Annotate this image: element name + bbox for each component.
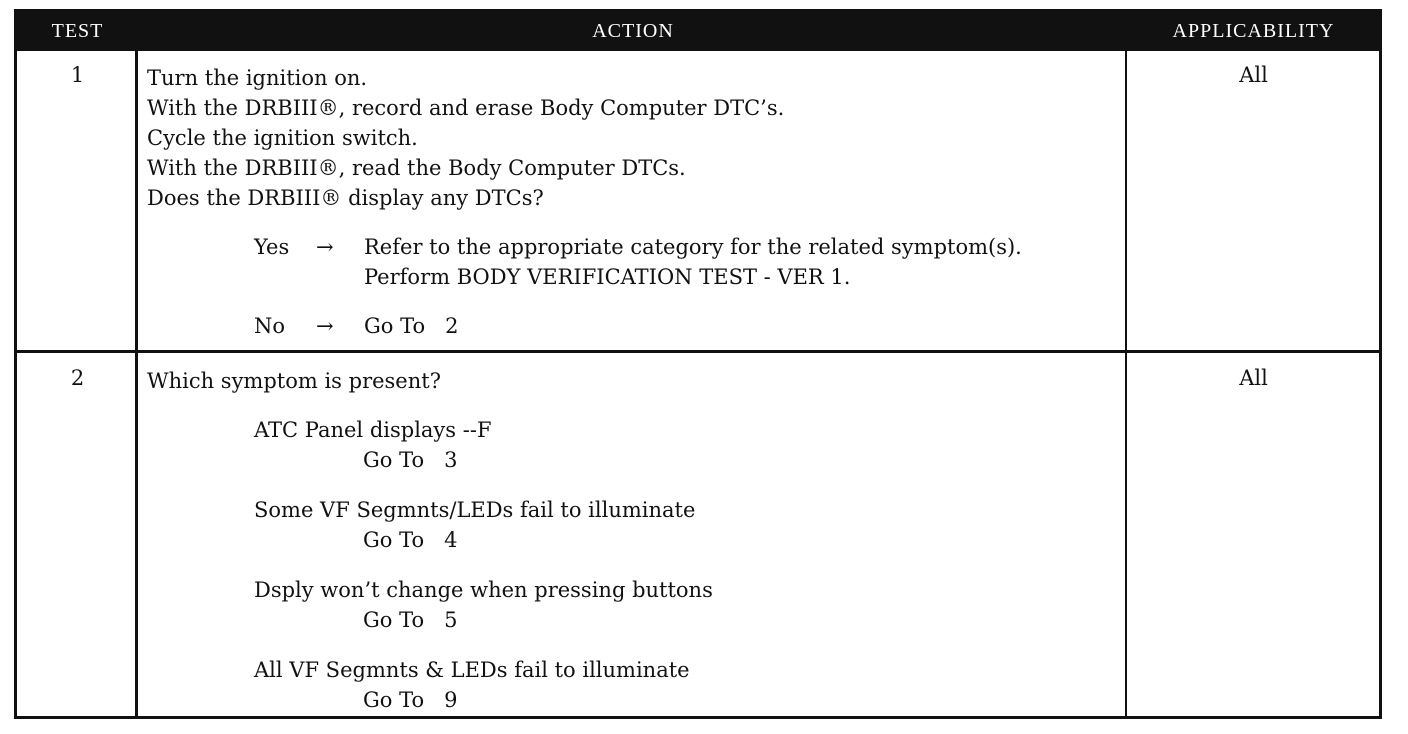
- answer-no-label: No: [254, 314, 286, 338]
- answer-yes-label: Yes: [254, 235, 290, 259]
- right-arrow-icon: →: [316, 314, 334, 338]
- header-action: ACTION: [592, 20, 674, 42]
- answer-yes-text: Refer to the appropriate category for the related symptom(s).: [364, 235, 1022, 259]
- action-cell: [147, 63, 1117, 341]
- table-row-test-2: [17, 354, 1379, 716]
- step-text: With the DRBIII®, read the Body Computer DTCs.: [147, 156, 686, 180]
- symptom-option: All VF Segmnts & LEDs fail to illuminate: [254, 658, 690, 682]
- goto-text: Go To 2: [364, 314, 459, 338]
- header-applicability: APPLICABILITY: [1172, 20, 1335, 42]
- table-header: [17, 12, 1379, 51]
- diagnostic-test-table: [14, 9, 1382, 719]
- question-text: Does the DRBIII® display any DTCs?: [147, 186, 544, 210]
- test-number: 1: [70, 63, 85, 87]
- header-test: TEST: [51, 20, 104, 42]
- goto-text: Go To 9: [363, 688, 458, 712]
- step-text: Cycle the ignition switch.: [147, 126, 418, 150]
- question-text: Which symptom is present?: [147, 369, 441, 393]
- applicability-value: All: [1239, 366, 1268, 390]
- right-arrow-icon: →: [316, 235, 334, 259]
- step-text: With the DRBIII®, record and erase Body Computer DTC’s.: [147, 96, 785, 120]
- goto-text: Go To 3: [363, 448, 458, 472]
- symptom-option: Dsply won’t change when pressing buttons: [254, 578, 713, 602]
- answer-no: [254, 311, 1117, 341]
- row-divider: [17, 350, 1379, 353]
- test-number: 2: [70, 366, 85, 390]
- answer-yes: [254, 232, 1117, 262]
- goto-text: Go To 4: [363, 528, 458, 552]
- action-cell: [147, 366, 1117, 715]
- table-row-test-1: [17, 51, 1379, 351]
- goto-text: Go To 5: [363, 608, 458, 632]
- answer-yes-text-continued: Perform BODY VERIFICATION TEST - VER 1.: [364, 265, 851, 289]
- symptom-option: ATC Panel displays --F: [254, 418, 492, 442]
- applicability-value: All: [1239, 63, 1268, 87]
- step-text: Turn the ignition on.: [147, 66, 368, 90]
- symptom-option: Some VF Segmnts/LEDs fail to illuminate: [254, 498, 696, 522]
